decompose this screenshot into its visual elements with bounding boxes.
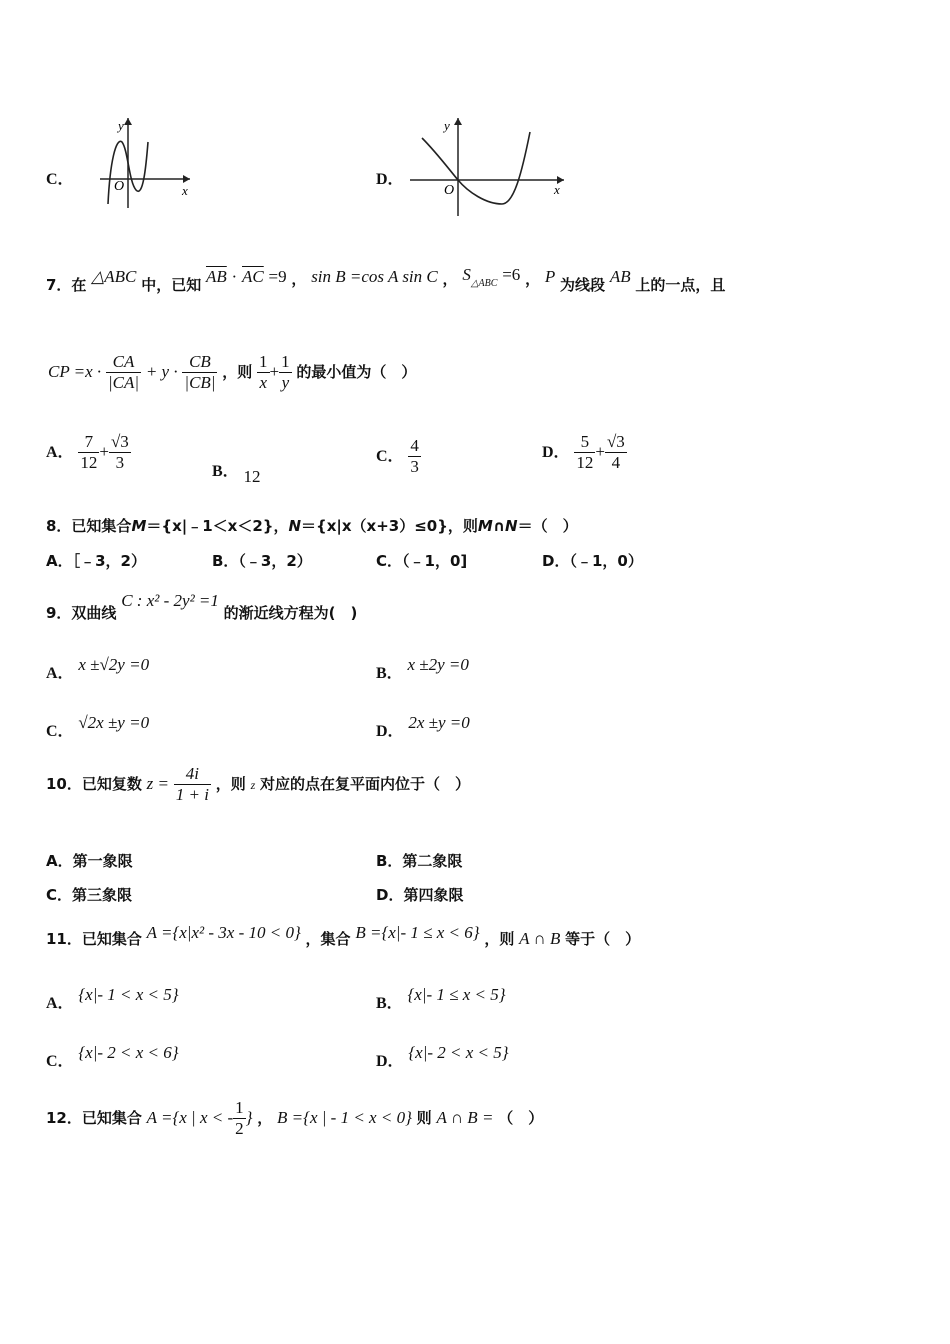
q11-set-a: A ={x|x² - 3x - 10 < 0} xyxy=(146,923,301,942)
q7-option-d-label: D． xyxy=(542,444,570,461)
q7-dot: · xyxy=(231,267,238,286)
q11-stem-a: 11．已知集合 xyxy=(46,930,142,948)
q7-wei: 为线段 xyxy=(560,276,606,294)
q8-mn: M∩N xyxy=(477,517,518,535)
q7-option-b[interactable] xyxy=(212,458,261,486)
q10-stem xyxy=(46,764,470,805)
q7-plus: + xyxy=(269,362,280,381)
q10-stem-c: 对应的点在复平面内位于（ ） xyxy=(260,775,471,793)
q7-a-root-frac: $\frac{√3}{3}$ xyxy=(110,432,129,472)
q7-option-b-value: 12 xyxy=(243,467,261,486)
q10-option-c[interactable]: C．第三象限 xyxy=(46,886,133,904)
q10-z-eq: z = xyxy=(146,774,169,793)
q8-option-a[interactable]: A．［﹣3，2） xyxy=(46,552,146,570)
q7-shang: 上的一点，且 xyxy=(635,276,726,294)
q7-eq9: =9 xyxy=(268,267,287,286)
q9-option-d[interactable] xyxy=(376,710,470,740)
q6-option-c-graph xyxy=(96,112,196,212)
q9-equation: C : x² - 2y² =1 xyxy=(121,591,219,610)
q7-triangle: △ABC xyxy=(91,267,137,286)
q7-segment-ab: AB xyxy=(609,267,631,286)
q11-option-c-label: C． xyxy=(46,1053,74,1070)
q7-zhong: 中，已知 xyxy=(141,276,202,294)
q9-option-d-label: D． xyxy=(376,723,404,740)
q11-stem-d: 等于（ ） xyxy=(565,930,641,948)
q6d-origin-label: O xyxy=(444,183,455,198)
q12-set-a-close: } xyxy=(245,1108,253,1127)
q7-cp-expr: CP =x · xyxy=(48,362,102,381)
q11-option-a-label: A． xyxy=(46,995,74,1012)
q9-option-d-value: 2x ±y =0 xyxy=(408,713,470,732)
q7-c-frac: $\frac{4}{3}$ xyxy=(410,436,419,476)
q7-vec-ab: $\overline{AB}$ xyxy=(205,267,227,286)
q9-option-a[interactable] xyxy=(46,652,150,682)
q7-eq6: =6 xyxy=(502,265,521,284)
q7-tail: 的最小值为（ ） xyxy=(296,363,417,381)
q7-area-sub: △ABC xyxy=(470,278,498,289)
q10-option-a[interactable]: A．第一象限 xyxy=(46,852,133,870)
q9-stem-a: 9．双曲线 xyxy=(46,604,117,622)
q7-stem-line1 xyxy=(46,262,725,296)
q7-comma2: ， xyxy=(442,270,458,288)
q6-option-d-graph xyxy=(406,112,570,220)
q9-option-c-label: C． xyxy=(46,723,74,740)
q8-stem-a: 8．已知集合 xyxy=(46,517,132,535)
q6-option-d-label: D． xyxy=(376,171,404,188)
q11-option-c[interactable] xyxy=(46,1040,179,1070)
q8-option-b[interactable]: B．（﹣3，2） xyxy=(212,552,312,570)
q7-area-s: S xyxy=(462,265,471,284)
q9-option-a-value: x ±√2y =0 xyxy=(78,655,150,674)
q6c-y-label: y xyxy=(118,118,124,133)
q7-one-over-x: $\frac{1}{x}$ xyxy=(259,352,268,392)
q11-option-d-value: {x|- 2 < x < 5} xyxy=(408,1043,509,1062)
q9-stem xyxy=(46,590,358,622)
q9-option-b-label: B． xyxy=(376,665,403,682)
q10-stem-a: 10．已知复数 xyxy=(46,775,142,793)
q9-option-a-label: A． xyxy=(46,665,74,682)
q7-plus-y: + y · xyxy=(145,362,178,381)
q8-stem-b: ＝（ ） xyxy=(517,517,578,535)
q7-a-frac: $\frac{7}{12}$ xyxy=(80,432,98,472)
q7-cb-frac: $\frac{CB}{|CB|}$ xyxy=(184,352,216,392)
q6-option-c-label: C． xyxy=(46,171,74,188)
q7-option-b-label: B． xyxy=(212,463,239,480)
q7-d-root-frac: $\frac{√3}{4}$ xyxy=(606,432,625,472)
q11-intersection: A ∩ B xyxy=(519,929,561,948)
q7-stem-line2 xyxy=(48,352,416,393)
q8-option-d[interactable]: D．（﹣1，0） xyxy=(542,552,643,570)
q8-stem xyxy=(46,515,578,536)
q7-one-over-y: $\frac{1}{y}$ xyxy=(281,352,290,392)
q6c-x-label: x xyxy=(182,183,188,198)
q10-option-d[interactable]: D．第四象限 xyxy=(376,886,464,904)
q11-stem-c: ，则 xyxy=(484,930,515,948)
q9-option-b-value: x ±2y =0 xyxy=(407,655,469,674)
q11-option-a[interactable] xyxy=(46,982,179,1012)
q12-stem xyxy=(46,1098,543,1139)
q7-d-plus: + xyxy=(595,442,605,461)
q9-option-c-value: √2x ±y =0 xyxy=(78,713,150,732)
q11-option-c-value: {x|- 2 < x < 6} xyxy=(78,1043,179,1062)
q6d-y-label: y xyxy=(444,118,450,133)
q9-option-b[interactable] xyxy=(376,652,469,682)
q12-ze: 则 xyxy=(416,1109,432,1127)
q7-comma1: ， xyxy=(291,270,307,288)
q11-stem xyxy=(46,922,641,948)
q12-comma: ， xyxy=(257,1109,273,1127)
q7-a-plus: + xyxy=(99,442,109,461)
q10-stem-b: ，则 xyxy=(215,775,246,793)
q11-option-d-label: D． xyxy=(376,1053,404,1070)
q7-option-a[interactable] xyxy=(46,432,131,473)
q7-d-frac: $\frac{5}{12}$ xyxy=(576,432,594,472)
q12-tail: （ ） xyxy=(498,1109,544,1127)
q7-number: 7．在 xyxy=(46,276,87,294)
q8-set2: ＝{x|x（x+3）≤0}，则 xyxy=(301,517,478,535)
q12-stem-a: 12．已知集合 xyxy=(46,1109,142,1127)
q7-ca-frac: $\frac{CA}{|CA|}$ xyxy=(107,352,140,392)
q11-option-d[interactable] xyxy=(376,1040,509,1070)
q10-frac: $\frac{4i}{1 + i}$ xyxy=(175,764,209,804)
q8-set1: ＝{x|﹣1＜x＜2}， xyxy=(146,517,289,535)
q10-option-b[interactable]: B．第二象限 xyxy=(376,852,463,870)
q11-option-b-value: {x|- 1 ≤ x < 5} xyxy=(407,985,506,1004)
q12-set-a: A ={x | x < - xyxy=(146,1108,234,1127)
q11-set-b: B ={x|- 1 ≤ x < 6} xyxy=(355,923,480,942)
q11-option-b-label: B． xyxy=(376,995,403,1012)
q9-option-c[interactable] xyxy=(46,710,150,740)
q7-vec-ac: $\overline{AC}$ xyxy=(242,267,264,286)
q7-point-p: P xyxy=(544,267,556,286)
q7-comma3: ， xyxy=(525,270,541,288)
q8-option-c[interactable]: C．（﹣1，0] xyxy=(376,552,468,570)
q6c-origin-label: O xyxy=(114,179,125,194)
q6d-x-label: x xyxy=(554,182,560,197)
q12-set-b: B ={x | - 1 < x < 0} xyxy=(277,1108,412,1127)
q7-option-a-label: A． xyxy=(46,444,74,461)
q11-option-b[interactable] xyxy=(376,982,506,1012)
q12-half: $\frac{1}{2}$ xyxy=(235,1098,244,1138)
q11-option-a-value: {x|- 1 < x < 5} xyxy=(78,985,179,1004)
q9-stem-b: 的渐近线方程为( ) xyxy=(223,604,358,622)
q10-z: z xyxy=(250,778,256,792)
q8-m: M xyxy=(131,517,147,535)
q7-ze: ，则 xyxy=(222,363,253,381)
q11-stem-b: ，集合 xyxy=(305,930,351,948)
q7-option-c[interactable] xyxy=(376,436,421,477)
q7-option-d[interactable] xyxy=(542,432,627,473)
q7-option-c-label: C． xyxy=(376,448,404,465)
q7-sinb-eq: sin B =cos A sin C xyxy=(311,267,438,286)
q8-n: N xyxy=(288,517,302,535)
q12-intersection: A ∩ B = xyxy=(436,1108,494,1127)
